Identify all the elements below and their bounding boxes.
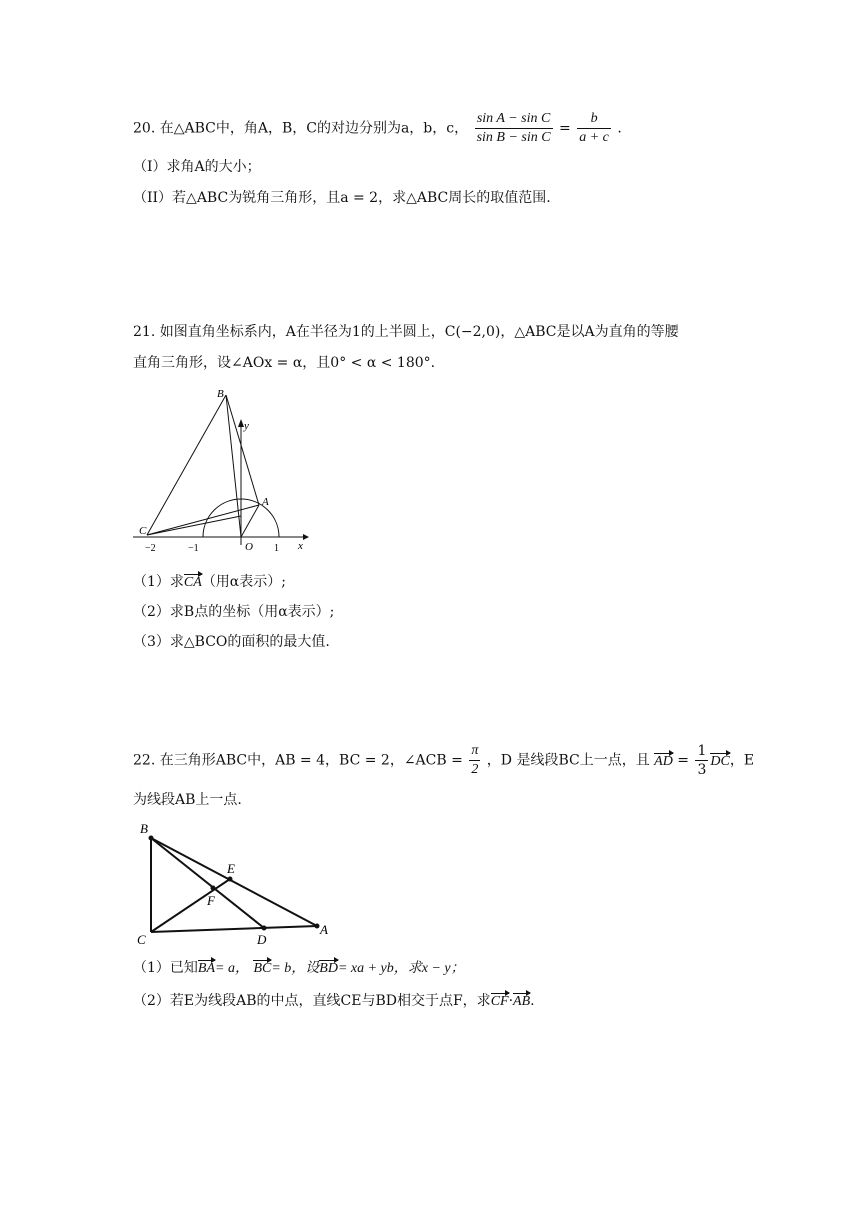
label-y: y (244, 420, 249, 432)
vector-bc: BC (253, 959, 271, 979)
q22-text-b: ，D 是线段BC上一点，且 (486, 752, 650, 769)
segment-bd (151, 838, 264, 928)
q20-fraction (475, 110, 553, 147)
q20-frac-denominator: sin B − sin C (476, 130, 551, 145)
q22-frac2-denominator: 3 (697, 762, 707, 778)
q20-fraction-2 (577, 110, 611, 147)
q22-part2 (133, 991, 535, 1012)
q22-part2-b: . (530, 993, 535, 1009)
q20-intro: 在△ABC中，角A，B，C的对边分别为a，b，c， (159, 120, 469, 137)
label-o: O (245, 541, 253, 553)
vector-ba: BA (198, 959, 215, 979)
q22-frac-numerator: π (469, 742, 480, 761)
q21-part2: （2）求B点的坐标（用α表示）; (133, 604, 335, 620)
point-d (262, 926, 267, 931)
q22-part1-d: = xa + yb，求x − y； (337, 961, 465, 976)
q21-part3: （3）求△BCO的面积的最大值. (133, 634, 330, 650)
q22-number: 22. (133, 752, 156, 769)
x-axis-arrow (303, 534, 309, 540)
point-a (315, 924, 320, 929)
q20-frac-numerator: sin A − sin C (475, 110, 553, 129)
q20-line1 (133, 110, 622, 147)
q22-text-a: 在三角形ABC中，AB = 4，BC = 2，∠ACB = (159, 752, 463, 769)
q21-line1 (133, 322, 679, 342)
q22-fraction-pi (469, 742, 480, 779)
q22-part1-b: = a， (215, 961, 249, 976)
label-a: A (320, 922, 328, 937)
label-x: x (298, 540, 303, 552)
vector-ad: AD (654, 752, 673, 772)
q20-frac2-denominator: a + c (579, 130, 609, 145)
q20-number: 20. (133, 120, 156, 137)
point-b (149, 836, 154, 841)
q22-equals: = (677, 752, 690, 769)
q20-part1: （I）求角A的大小； (133, 159, 261, 175)
q20-end: . (617, 120, 622, 137)
segment-cb (147, 395, 226, 535)
tick-minus-2: −2 (145, 543, 156, 554)
tick-minus-1: −1 (188, 543, 199, 554)
label-f: F (207, 893, 215, 908)
segment-ce (151, 879, 230, 932)
label-e: E (227, 861, 235, 876)
q21-line2: 直角三角形，设∠AOx = α，且0° < α < 180°. (133, 355, 436, 371)
point-f (211, 886, 216, 891)
q22-line2: 为线段AB上一点. (133, 792, 242, 808)
q22-frac-denominator: 2 (471, 762, 479, 777)
label-d: D (257, 932, 267, 947)
label-b: B (217, 388, 224, 400)
segment-ob (226, 395, 241, 537)
q22-part1 (133, 958, 465, 979)
q21-part1-prefix: （1）求 (133, 574, 184, 590)
segment-ba (226, 395, 259, 505)
q22-line1 (133, 742, 754, 779)
q21-number: 21. (133, 324, 156, 340)
q22-frac2-numerator: 1 (697, 743, 707, 759)
label-a: A (262, 496, 269, 508)
q22-part1-a: （1）已知 (133, 960, 198, 976)
vector-ca: CA (184, 573, 202, 593)
q21-figure (128, 385, 313, 555)
dot-operator: · (508, 993, 514, 1009)
vector-cf: CF (491, 992, 509, 1012)
q22-part2-a: （2）若E为线段AB的中点，直线CE与BD相交于点F，求 (133, 993, 491, 1009)
tick-1: 1 (274, 543, 279, 554)
q20-equals: = (559, 120, 571, 137)
q21-part1 (133, 572, 286, 593)
q21-part1-suffix: （用α表示）; (201, 574, 286, 590)
vector-bd: BD (319, 959, 338, 979)
label-b: B (140, 821, 148, 836)
point-e (228, 877, 233, 882)
vector-ab: AB (513, 992, 530, 1012)
q22-figure (133, 818, 338, 948)
segment-oa (241, 505, 259, 537)
q21-text-1: 如图直角坐标系内，A在半径为1的上半圆上，C(−2,0)，△ABC是以A为直角的等腰 (159, 324, 679, 340)
q22-fraction-third (695, 742, 708, 779)
q22-part1-c: = b，设 (271, 961, 320, 976)
vector-dc: DC (710, 752, 729, 772)
segment-co (147, 516, 241, 535)
q20-frac2-numerator: b (577, 110, 611, 129)
q20-part2: （II）若△ABC为锐角三角形，且a = 2，求△ABC周长的取值范围. (133, 190, 551, 206)
label-c: C (137, 932, 146, 947)
q22-text-c: ，E (729, 752, 755, 769)
segment-ba (151, 838, 317, 926)
segment-ca (151, 926, 317, 932)
label-c: C (139, 525, 147, 537)
